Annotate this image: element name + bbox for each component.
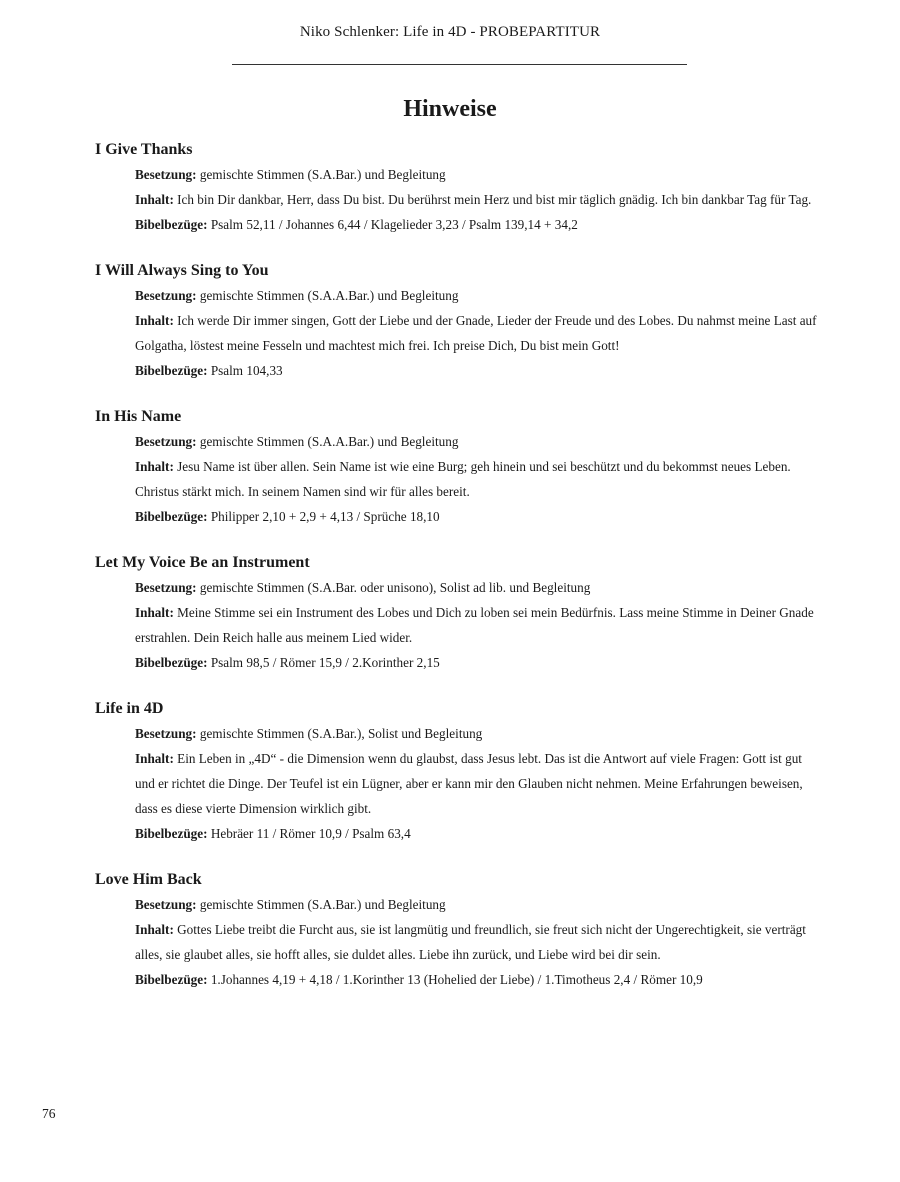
besetzung-row [135,162,825,187]
bibel-label: Bibelbezüge: [135,217,208,232]
besetzung-label: Besetzung: [135,288,197,303]
inhalt-value: Meine Stimme sei ein Instrument des Lobes und Dich zu loben sei mein Bedürfnis. Lass meine Stimme in Deiner Gnade erstrahlen. Dein Reich halle aus meinem Lied wider. [135,605,814,645]
song-title: Life in 4D [95,700,164,717]
besetzung-value: gemischte Stimmen (S.A.Bar.) und Begleitung [199,897,446,912]
besetzung-label: Besetzung: [135,726,197,741]
besetzung-row [135,721,825,746]
page-number: 76 [42,1106,56,1121]
bibel-row [135,212,825,237]
inhalt-label: Inhalt: [135,751,174,766]
bibel-label: Bibelbezüge: [135,972,208,987]
inhalt-value: Ich bin Dir dankbar, Herr, dass Du bist. Du berührst mein Herz und bist mir täglich gnädig. Ich bin dankbar Tag für Tag. [177,192,812,207]
song-section [95,258,825,383]
song-details [95,283,825,383]
inhalt-row [135,600,825,650]
inhalt-value: Ich werde Dir immer singen, Gott der Liebe und der Gnade, Lieder der Freude und des Lobes. Du nahmst meine Last auf Golgatha, löstest meine Fesseln und machtest mich frei. Ich preise Dich, Du bist mein Gott! [135,313,817,353]
besetzung-row [135,892,825,917]
bibel-value: Philipper 2,10 + 2,9 + 4,13 / Sprüche 18,10 [210,509,440,524]
inhalt-label: Inhalt: [135,459,174,474]
besetzung-label: Besetzung: [135,167,197,182]
song-details [95,892,825,992]
song-details [95,429,825,529]
song-section [95,867,825,992]
bibel-value: Psalm 104,33 [210,363,283,378]
song-title: I Give Thanks [95,141,193,158]
song-title: I Will Always Sing to You [95,262,269,279]
inhalt-label: Inhalt: [135,605,174,620]
inhalt-row [135,308,825,358]
song-section [95,550,825,675]
song-details [95,721,825,846]
running-header: Niko Schlenker: Life in 4D - PROBEPARTITUR [299,24,601,40]
besetzung-value: gemischte Stimmen (S.A.Bar.) und Begleitung [199,167,446,182]
besetzung-row [135,575,825,600]
song-details [95,162,825,237]
bibel-row [135,967,825,992]
bibel-value: Psalm 52,11 / Johannes 6,44 / Klagelieder 3,23 / Psalm 139,14 + 34,2 [210,217,578,232]
besetzung-value: gemischte Stimmen (S.A.A.Bar.) und Begleitung [199,288,459,303]
inhalt-label: Inhalt: [135,192,174,207]
bibel-label: Bibelbezüge: [135,655,208,670]
song-title: Love Him Back [95,871,202,888]
bibel-label: Bibelbezüge: [135,509,208,524]
song-title: In His Name [95,408,182,425]
bibel-value: 1.Johannes 4,19 + 4,18 / 1.Korinther 13 (Hohelied der Liebe) / 1.Timotheus 2,4 / Römer 10,9 [210,972,703,987]
bibel-label: Bibelbezüge: [135,826,208,841]
bibel-value: Psalm 98,5 / Römer 15,9 / 2.Korinther 2,15 [210,655,440,670]
header-divider [232,64,687,65]
besetzung-label: Besetzung: [135,897,197,912]
song-details [95,575,825,675]
bibel-row [135,358,825,383]
inhalt-row [135,454,825,504]
inhalt-label: Inhalt: [135,313,174,328]
bibel-row [135,650,825,675]
besetzung-row [135,283,825,308]
inhalt-row [135,187,825,212]
besetzung-value: gemischte Stimmen (S.A.A.Bar.) und Begleitung [199,434,459,449]
song-title: Let My Voice Be an Instrument [95,554,310,571]
page-title: Hinweise [403,96,497,122]
inhalt-row [135,746,825,821]
bibel-label: Bibelbezüge: [135,363,208,378]
inhalt-row [135,917,825,967]
song-notes-list [95,137,825,1013]
besetzung-value: gemischte Stimmen (S.A.Bar.), Solist und Begleitung [199,726,483,741]
song-section [95,404,825,529]
inhalt-value: Gottes Liebe treibt die Furcht aus, sie ist langmütig und freundlich, sie freut sich nicht der Ungerechtigkeit, sie verträgt alles, sie glaubet alles, sie hofft alles, sie duldet alles. Liebe ihn zurück, und Liebe wird bei dir sein. [135,922,806,962]
besetzung-label: Besetzung: [135,434,197,449]
besetzung-label: Besetzung: [135,580,197,595]
inhalt-label: Inhalt: [135,922,174,937]
song-section [95,137,825,237]
bibel-value: Hebräer 11 / Römer 10,9 / Psalm 63,4 [210,826,411,841]
bibel-row [135,504,825,529]
song-section [95,696,825,846]
inhalt-value: Ein Leben in „4D“ - die Dimension wenn du glaubst, dass Jesus lebt. Das ist die Antwort auf viele Fragen: Gott ist gut und er richtet die Dinge. Der Teufel ist ein Lügner, aber er kann mir den Glauben nicht nehmen. Meine Erfahrungen beweisen, dass es diese vierte Dimension wirklich gibt. [135,751,803,816]
besetzung-value: gemischte Stimmen (S.A.Bar. oder unisono), Solist ad lib. und Begleitung [199,580,591,595]
bibel-row [135,821,825,846]
besetzung-row [135,429,825,454]
inhalt-value: Jesu Name ist über allen. Sein Name ist wie eine Burg; geh hinein und sei beschützt und du bekommst neues Leben. Christus stärkt mich. In seinem Namen sind wir für alles bereit. [135,459,791,499]
